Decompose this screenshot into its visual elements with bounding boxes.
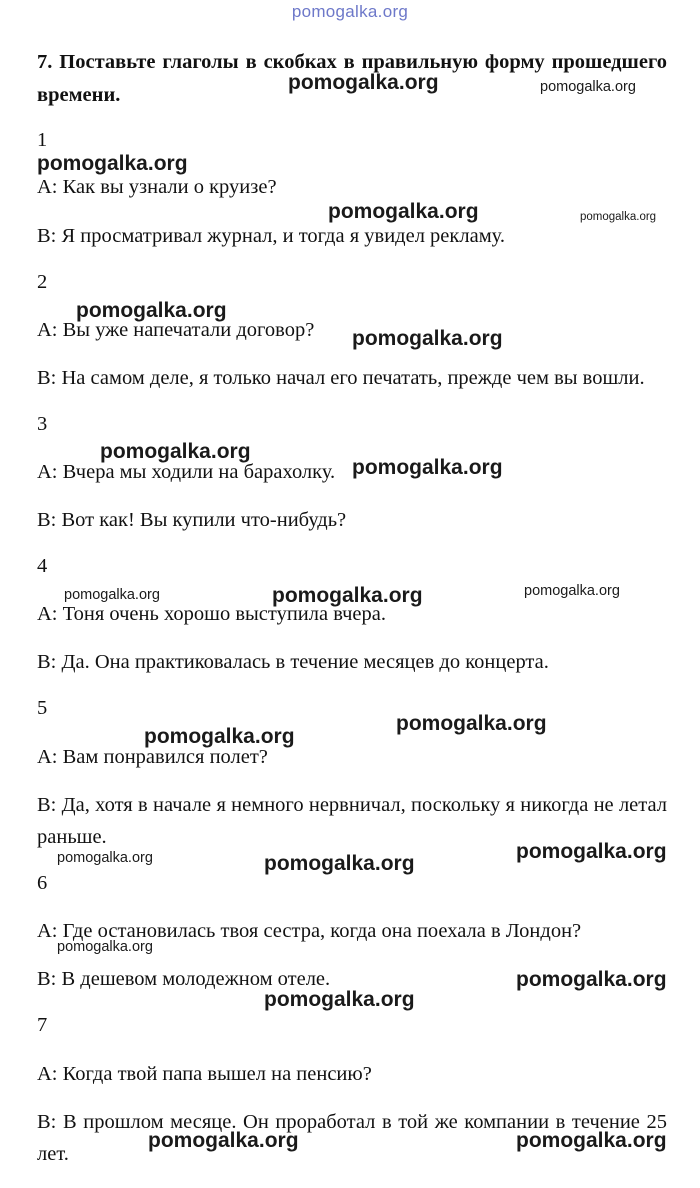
dialogue-line-a: A: Вы уже напечатали договор? — [37, 319, 315, 341]
watermark-text: pomogalka.org — [264, 988, 415, 1011]
dialogue-line-a: A: Вчера мы ходили на барахолку. — [37, 461, 336, 483]
watermark-text: pomogalka.org — [516, 1129, 667, 1152]
task-title: 7. Поставьте глаголы в скобках в правильную форму прошедшего времени. — [37, 51, 667, 106]
watermark-text: pomogalka.org — [148, 1129, 299, 1152]
watermark-text: pomogalka.org — [516, 840, 667, 863]
dialogue-line-b: B: Вот как! Вы купили что-нибудь? — [37, 509, 347, 531]
watermark-text: pomogalka.org — [64, 587, 160, 603]
watermark-text: pomogalka.org — [264, 852, 415, 875]
watermark-text: pomogalka.org — [524, 583, 620, 599]
watermark-text: pomogalka.org — [272, 584, 423, 607]
item-number: 5 — [37, 697, 48, 719]
dialogue-line-a: A: Тоня очень хорошо выступила вчера. — [37, 603, 387, 625]
watermark-text: pomogalka.org — [328, 200, 479, 223]
item-number: 4 — [37, 555, 48, 577]
dialogue-line-a: A: Когда твой папа вышел на пенсию? — [37, 1063, 372, 1085]
watermark-text: pomogalka.org — [516, 968, 667, 991]
dialogue-line-a: A: Вам понравился полет? — [37, 746, 268, 768]
watermark-text: pomogalka.org — [352, 327, 503, 350]
dialogue-line-b: B: Да, хотя в начале я немного нервничал, поскольку я никогда не летал раньше. — [37, 794, 667, 848]
dialogue-line-a: A: Где остановилась твоя сестра, когда она поехала в Лондон? — [37, 920, 582, 942]
watermark-text: pomogalka.org — [57, 850, 153, 866]
dialogue-line-b: B: На самом деле, я только начал его печатать, прежде чем вы вошли. — [37, 367, 645, 389]
watermark-text: pomogalka.org — [37, 152, 188, 175]
watermark-text: pomogalka.org — [144, 725, 295, 748]
dialogue-line-b: B: Да. Она практиковалась в течение месяцев до концерта. — [37, 651, 549, 673]
dialogue-line-b: B: Я просматривал журнал, и тогда я увидел рекламу. — [37, 225, 505, 247]
watermark-text: pomogalka.org — [288, 71, 439, 94]
dialogue-line-a: A: Как вы узнали о круизе? — [37, 176, 277, 198]
watermark-text: pomogalka.org — [396, 712, 547, 735]
watermark-text: pomogalka.org — [352, 456, 503, 479]
item-number: 1 — [37, 129, 48, 151]
dialogue-line-b: B: В дешевом молодежном отеле. — [37, 968, 331, 990]
item-number: 7 — [37, 1014, 48, 1036]
watermark-text: pomogalka.org — [76, 299, 227, 322]
watermark-text: pomogalka.org — [540, 79, 636, 95]
item-number: 6 — [37, 872, 48, 894]
watermark-text: pomogalka.org — [100, 440, 251, 463]
watermark-text: pomogalka.org — [57, 939, 153, 955]
item-number: 2 — [37, 271, 48, 293]
dialogue-line-b: B: В прошлом месяце. Он проработал в той же компании в течение 25 лет. — [37, 1111, 667, 1165]
item-number: 3 — [37, 413, 48, 435]
watermark-text: pomogalka.org — [580, 211, 657, 223]
site-header-link[interactable]: pomogalka.org — [291, 2, 409, 21]
